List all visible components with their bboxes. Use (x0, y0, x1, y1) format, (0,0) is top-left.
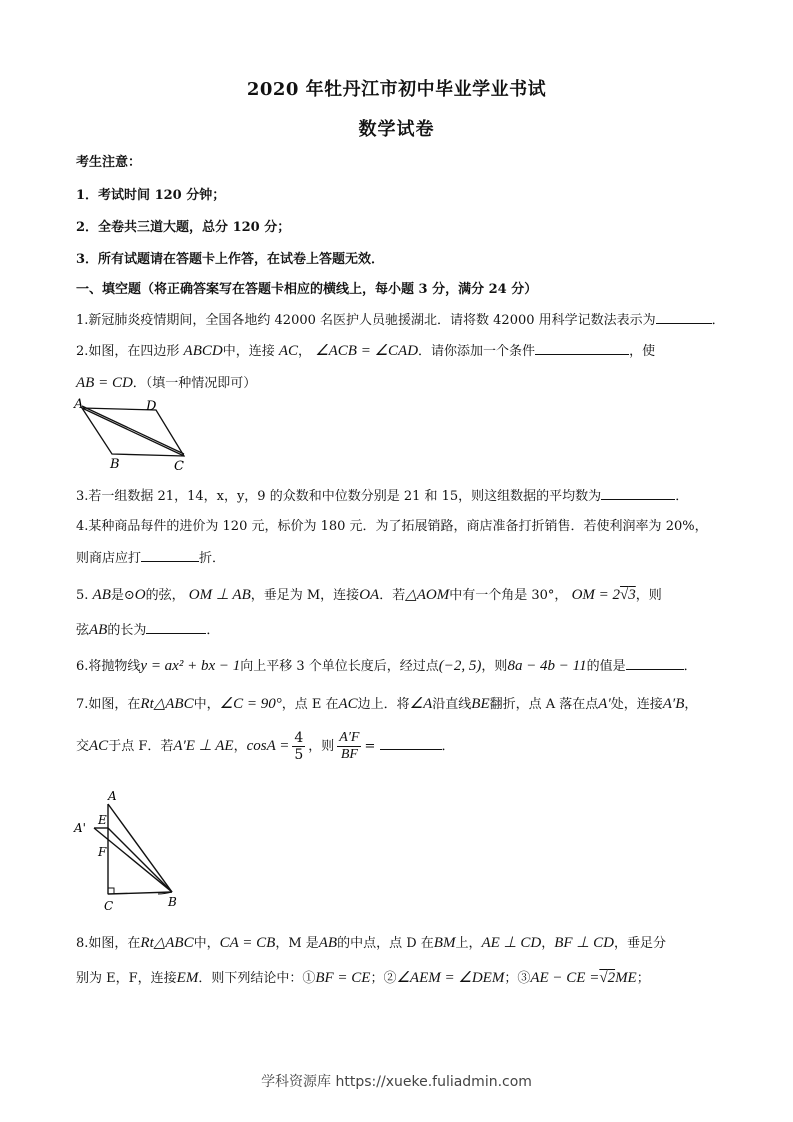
sqrt-3: √3 (620, 587, 636, 603)
label-c: C (104, 899, 114, 913)
notice-item-2: 2．全卷共三道大题，总分 120 分； (76, 220, 291, 235)
notice-item-1: 1．考试时间 120 分钟； (76, 188, 226, 203)
quadrilateral-figure (72, 396, 202, 472)
label-f: F (98, 845, 107, 859)
vertex-label-d: D (146, 399, 157, 414)
fold-triangle-figure (72, 788, 182, 916)
question-5-line-2: 弦AB的长为 ． (76, 622, 220, 638)
answer-blank (535, 342, 629, 355)
fraction-cos: $\frac{4}{5}$ (294, 730, 304, 763)
footer-watermark: 学科资源库 https://xueke.fuliadmin.com (261, 1074, 532, 1090)
label-e: E (98, 813, 107, 827)
fraction-ratio: $\frac{A'F}{BF}$ (339, 730, 360, 762)
answer-blank (380, 737, 442, 750)
question-2: 2.如图，在四边形 ABCD中，连接 AC， ∠ACB = ∠CAD．请你添加一个条件 ，使 (76, 343, 656, 359)
vertex-label-b: B (110, 457, 120, 472)
exam-title: 2020 年牡丹江市初中毕业学业书试 (246, 79, 547, 100)
right-angle-mark (108, 888, 114, 894)
section-heading: 一、填空题（将正确答案写在答题卡相应的横线上，每小题 3 分，满分 24 分） (76, 282, 538, 297)
question-7: 7.如图，在Rt△ABC中，∠C = 90°，点 E 在AC边上．将∠A沿直线BE翻折，点 A 落在点A′处，连接A′B， (76, 696, 698, 712)
answer-blank (141, 549, 199, 562)
question-8-line-2: 别为 E，F，连接EM．则下列结论中：①BF = CE；②∠AEM = ∠DEM；③AE − CE =√2ME； (76, 970, 650, 986)
answer-blank (626, 657, 684, 670)
question-2-line-2: AB = CD．（填一种情况即可） (76, 375, 257, 391)
question-4-line-2: 则商店应打 折． (76, 551, 226, 566)
answer-blank (656, 311, 712, 324)
exam-subtitle: 数学试卷 (358, 119, 435, 140)
answer-blank (601, 487, 675, 500)
segment-be (108, 828, 172, 892)
question-5: 5. AB是⊙O的弦， OM ⊥ AB，垂足为 M，连接OA．若△AOM中有一个角是 30°， OM = 2√3，则 (76, 587, 662, 603)
label-aprime: A' (74, 821, 86, 835)
vertex-label-a: A (74, 397, 84, 412)
notice-item-3: 3．所有试题请在答题卡上作答，在试卷上答题无效． (76, 252, 385, 267)
question-7-line-2: 交AC于点 F．若A′E ⊥ AE，cosA = $\frac{4}{5}$ ，则 $\frac{A'F}{BF}$ = ． (76, 730, 455, 763)
question-4: 4.某种商品每件的进价为 120 元，标价为 180 元．为了拓展销路，商店准备打折销售．若使利润率为 20%， (76, 519, 708, 534)
sqrt-2: √2 (599, 970, 616, 986)
label-a: A (108, 789, 117, 803)
label-b: B (168, 895, 177, 909)
vertex-label-c: C (174, 459, 184, 472)
question-3: 3.若一组数据 21，14，x，y，9 的众数和中位数分别是 21 和 15，则这组数据的平均数为 ． (76, 489, 689, 504)
notice-heading: 考生注意： (76, 155, 142, 170)
question-6: 6.将抛物线y = ax² + bx − 1向上平移 3 个单位长度后，经过点(−2, 5)，则8a − 4b − 11的值是 ． (76, 658, 697, 674)
answer-blank (146, 621, 206, 634)
question-8: 8.如图，在Rt△ABC中，CA = CB，M 是AB的中点，点 D 在BM上，AE ⊥ CD，BF ⊥ CD，垂足分 (76, 935, 666, 951)
question-1: 1.新冠肺炎疫情期间，全国各地约 42000 名医护人员驰援湖北．请将数 42000 用科学记数法表示为 ． (76, 313, 725, 328)
